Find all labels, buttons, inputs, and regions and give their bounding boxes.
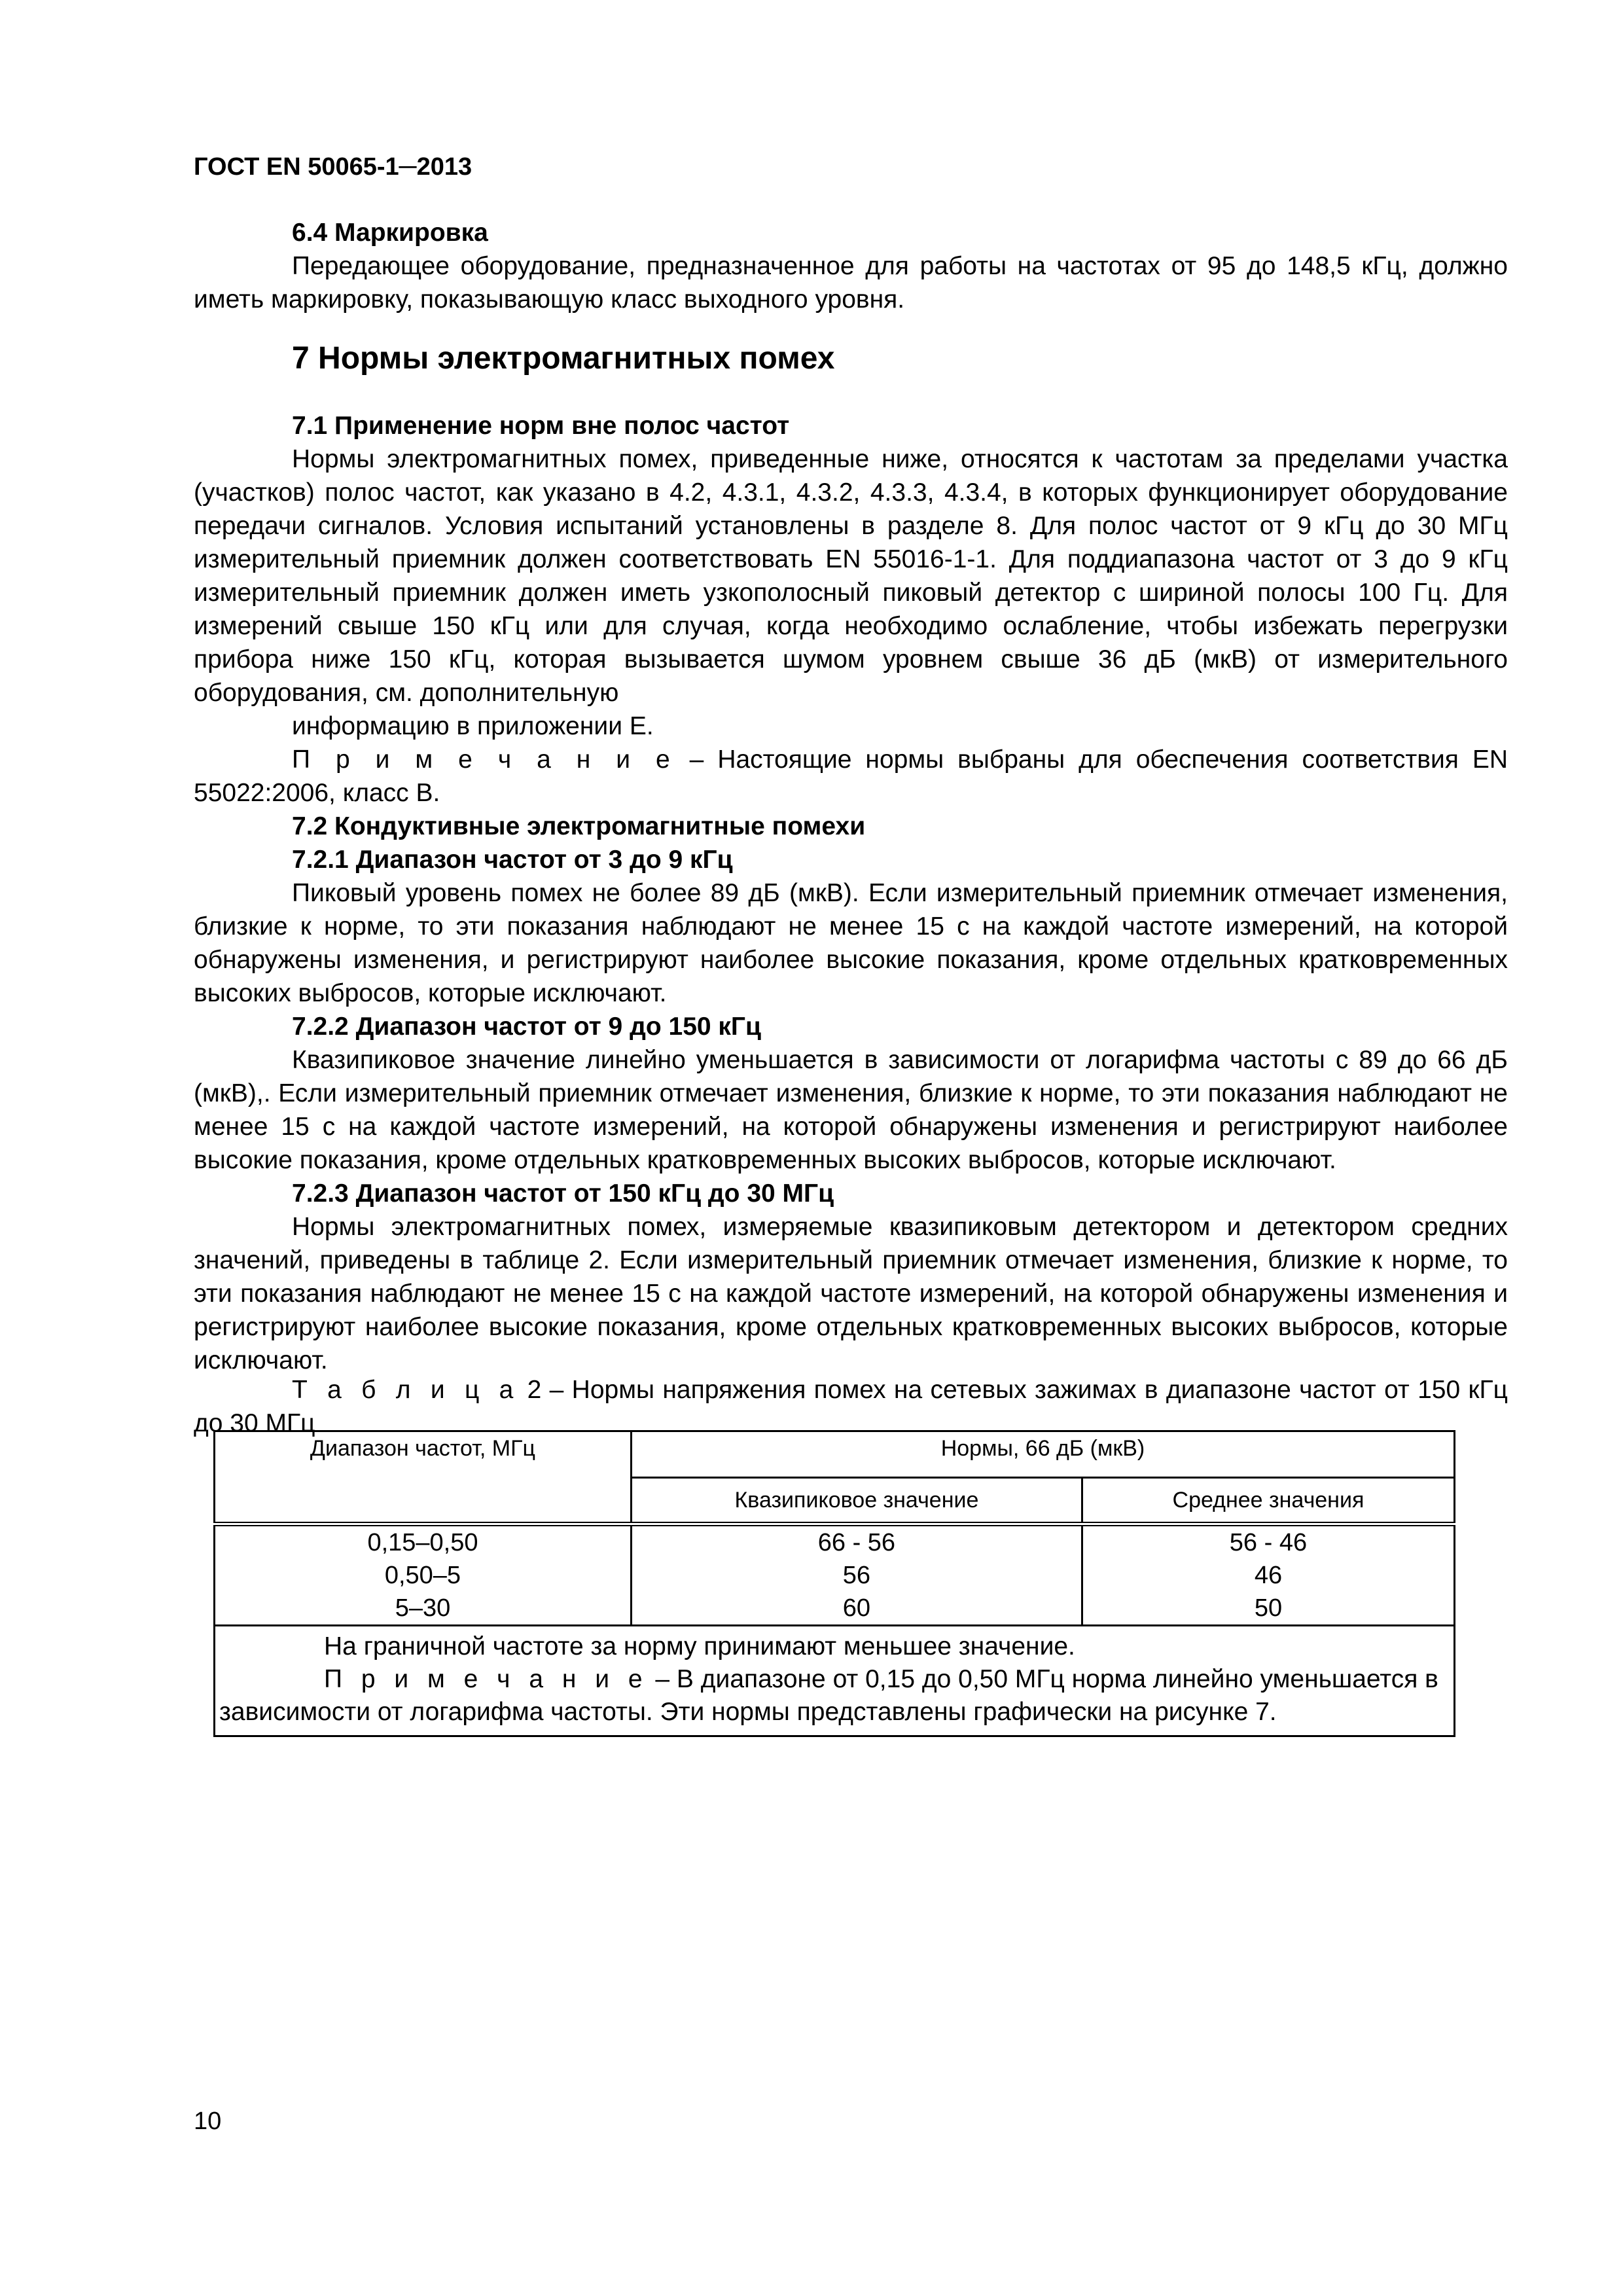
table-note <box>219 1663 1440 1729</box>
table-note-boundary: На граничной частоте за норму принимают меньшее значение. <box>324 1632 1075 1660</box>
cell-range: 0,15–0,50 <box>215 1524 632 1560</box>
section-7-2-heading: 7.2 Кондуктивные электромагнитные помехи <box>292 812 866 840</box>
cell-average: 56 - 46 <box>1082 1524 1454 1560</box>
section-7-2-3-heading: 7.2.3 Диапазон частот от 150 кГц до 30 МГц <box>292 1179 834 1208</box>
section-7-1-heading: 7.1 Применение норм вне полос частот <box>292 412 790 440</box>
cell-quasi-peak: 66 - 56 <box>631 1524 1082 1560</box>
note-label: П р и м е ч а н и е <box>292 745 676 774</box>
table-row <box>215 1524 1455 1560</box>
header-average: Среднее значения <box>1082 1478 1454 1524</box>
cell-quasi-peak: 56 <box>631 1559 1082 1592</box>
table-note-text: – В диапазоне от 0,15 до 0,50 МГц норма линейно уменьшается в зависимости от логарифма частоты. Эти нормы представлены графически на рисунке 7. <box>219 1665 1438 1726</box>
note-text: – Настоящие нормы выбраны для обеспечения соответствия EN 55022:2006, класс В. <box>194 745 1508 807</box>
header-norms: Нормы, 66 дБ (мкВ) <box>631 1431 1454 1478</box>
header-quasi-peak: Квазипиковое значение <box>631 1478 1082 1524</box>
section-7-2-3-text: Нормы электромагнитных помех, измеряемые квазипиковым детектором и детектором средних значений, приведены в таблице 2. Если измерительный приемник отмечает изменения, близкие к норме, то эти показания наблюдают не менее 15 с на каждой частоте измерений, на которой обнаружены изменения и регистрируют наиболее высокие показания, кроме отдельных кратковременных высоких выбросов, которые исключают. <box>194 1213 1508 1374</box>
table-notes <box>215 1626 1455 1736</box>
section-6-4 <box>194 216 1508 316</box>
section-7-heading: 7 Нормы электромагнитных помех <box>292 341 835 376</box>
section-7-body <box>194 409 1508 1377</box>
table-caption-text: 2 – Нормы напряжения помех на сетевых зажимах в диапазоне частот от 150 кГц до 30 МГц <box>194 1376 1508 1437</box>
cell-range: 5–30 <box>215 1592 632 1626</box>
section-7-2-1-heading: 7.2.1 Диапазон частот от 3 до 9 кГц <box>292 846 733 874</box>
cell-range: 0,50–5 <box>215 1559 632 1592</box>
section-6-4-text: Передающее оборудование, предназначенное для работы на частотах от 95 до 148,5 кГц, должно иметь маркировку, показывающую класс выходного уровня. <box>194 252 1508 314</box>
document-code-header: ГОСТ EN 50065-1─2013 <box>194 153 473 181</box>
section-7-2-1-text: Пиковый уровень помех не более 89 дБ (мкВ). Если измерительный приемник отмечает изменения, близкие к норме, то эти показания наблюдают не менее 15 с на каждой частоте измерений, на которой обнаружены изменения, и регистрируют наиболее высокие показания, кроме отдельных кратковременных высоких выбросов, которые исключают. <box>194 879 1508 1007</box>
section-7-1-text-continued: информацию в приложении Е. <box>292 712 654 740</box>
section-7-2-2-text: Квазипиковое значение линейно уменьшается в зависимости от логарифма частоты с 89 до 66 дБ (мкВ),. Если измерительный приемник отмечает изменения, близкие к норме, то эти показания наблюдают не менее 15 с на каждой частоте измерений, на которой обнаружены изменения и регистрируют наиболее высокие показания, кроме отдельных кратковременных высоких выбросов, которые исключают. <box>194 1046 1508 1174</box>
cell-average: 50 <box>1082 1592 1454 1626</box>
table-caption-label: Т а б л и ц а <box>292 1376 520 1404</box>
page-number: 10 <box>194 2108 222 2135</box>
table-note-label: П р и м е ч а н и е <box>324 1665 649 1693</box>
table-2 <box>213 1430 1455 1737</box>
cell-average: 46 <box>1082 1559 1454 1592</box>
section-7-1-text: Нормы электромагнитных помех, приведенные ниже, относятся к частотам за пределами участка (участков) полос частот, как указано в 4.2, 4.3.1, 4.3.2, 4.3.3, 4.3.4, в которых функционирует оборудование передачи сигналов. Условия испытаний установлены в разделе 8. Для полос частот от 9 кГц до 30 МГц измерительный приемник должен соответствовать EN 55016-1-1. Для поддиапазона частот от 3 до 9 кГц измерительный приемник должен иметь узкополосный пиковый детектор с шириной полосы 100 Гц. Для измерений свыше 150 кГц или для случая, когда необходимо ослабление, чтобы избежать перегрузки прибора ниже 150 кГц, которая вызывается шумом уровнем свыше 36 дБ (мкВ) от измерительного оборудования, см. дополнительную <box>194 445 1508 707</box>
table-row <box>215 1559 1455 1592</box>
section-6-4-heading: 6.4 Маркировка <box>292 219 488 247</box>
header-frequency-range: Диапазон частот, МГц <box>215 1431 632 1524</box>
section-7-1-note <box>194 743 1508 810</box>
cell-quasi-peak: 60 <box>631 1592 1082 1626</box>
table-row <box>215 1592 1455 1626</box>
section-7-2-2-heading: 7.2.2 Диапазон частот от 9 до 150 кГц <box>292 1013 762 1041</box>
